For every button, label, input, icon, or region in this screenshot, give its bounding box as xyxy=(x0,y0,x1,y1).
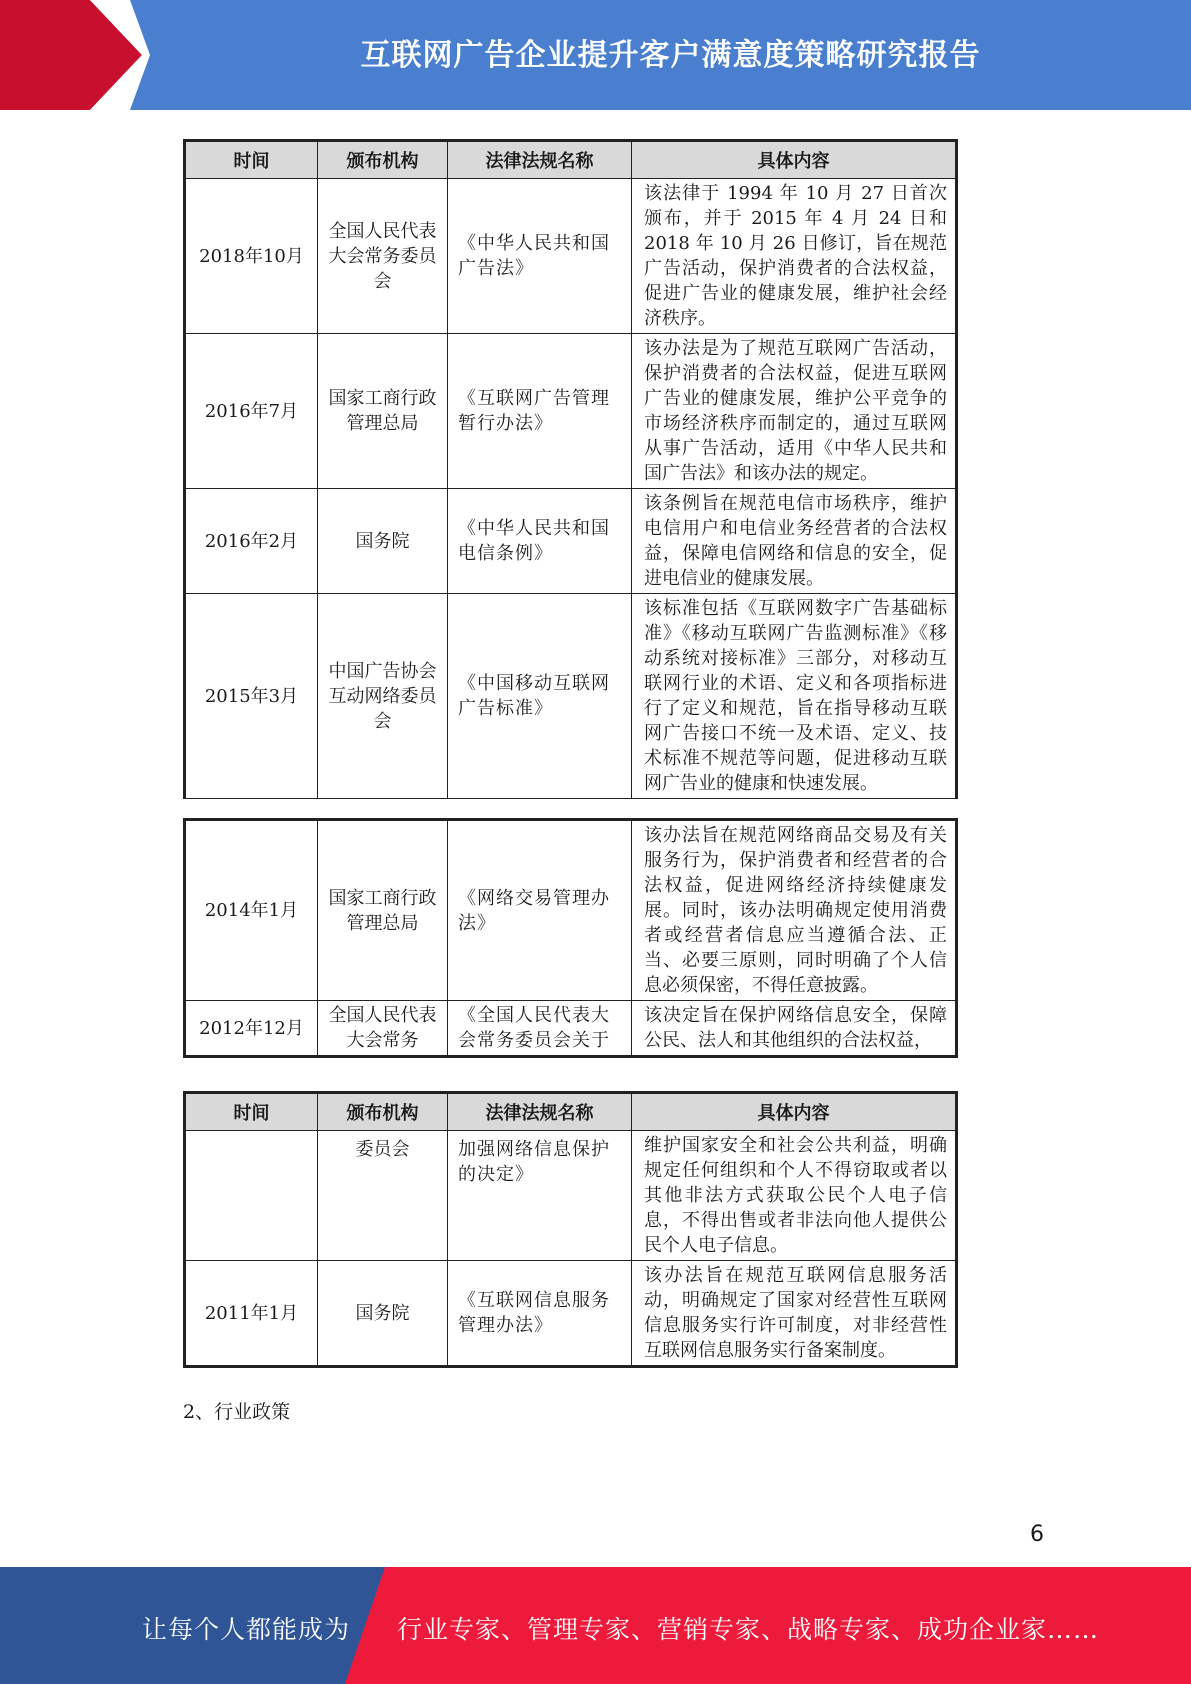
footer-left-slogan: 让每个人都能成为 xyxy=(142,1615,351,1644)
table-row xyxy=(185,334,957,489)
header-law: 法律法规名称 xyxy=(448,1093,632,1131)
row-content: 该法律于 1994 年 10 月 27 日首次颁布，并于 2015 年 4 月 24 日和 2018 年 10 月 26 日修订，旨在规范广告活动，保护消费者的合法权益，促进广告业的健康发展，维护社会经济秩序。 xyxy=(632,179,957,334)
header-content: 具体内容 xyxy=(632,1093,957,1131)
row-law: 《网络交易管理办法》 xyxy=(448,820,632,1001)
row-date: 2016年2月 xyxy=(185,489,318,594)
row-content: 维护国家安全和社会公共利益，明确规定任何组织和个人不得窃取或者以其他非法方式获取公民个人电子信息，不得出售或者非法向他人提供公民个人电子信息。 xyxy=(632,1131,957,1261)
page-number: 6 xyxy=(1030,1522,1044,1547)
row-org: 国务院 xyxy=(318,489,448,594)
row-content: 该办法旨在规范网络商品交易及有关服务行为，保护消费者和经营者的合法权益，促进网络经济持续健康发展。同时，该办法明确规定使用消费者或经营者信息应当遵循合法、正当、必要三原则，同时明确了个人信息必须保密，不得任意披露。 xyxy=(632,820,957,1001)
row-date: 2014年1月 xyxy=(185,820,318,1001)
row-content: 该决定旨在保护网络信息安全，保障公民、法人和其他组织的合法权益， xyxy=(632,1001,957,1057)
table-row xyxy=(185,594,957,799)
table-row xyxy=(185,820,957,1001)
table-header-row xyxy=(185,141,957,179)
row-law: 《互联网信息服务管理办法》 xyxy=(448,1261,632,1367)
red-chevron-decoration xyxy=(0,0,160,110)
regulations-table-2 xyxy=(183,818,958,1058)
table-row xyxy=(185,1001,957,1057)
row-content: 该条例旨在规范电信市场秩序，维护电信用户和电信业务经营者的合法权益，保障电信网络和信息的安全，促进电信业的健康发展。 xyxy=(632,489,957,594)
row-content: 该标准包括《互联网数字广告基础标准》《移动互联网广告监测标准》《移动系统对接标准》三部分，对移动互联网行业的术语、定义和各项指标进行了定义和规范，旨在指导移动互联网广告接口不统一及术语、定义、技术标准不规范等问题，促进移动互联网广告业的健康和快速发展。 xyxy=(632,594,957,799)
row-date: 2011年1月 xyxy=(185,1261,318,1367)
row-law: 《全国人民代表大会常务委员会关于 xyxy=(448,1001,632,1057)
table-row xyxy=(185,179,957,334)
footer-banner xyxy=(0,1567,1191,1684)
row-law: 加强网络信息保护的决定》 xyxy=(448,1131,632,1261)
row-org: 全国人民代表大会常务 xyxy=(318,1001,448,1057)
row-date: 2012年12月 xyxy=(185,1001,318,1057)
row-law: 《互联网广告管理暂行办法》 xyxy=(448,334,632,489)
row-org: 中国广告协会互动网络委员会 xyxy=(318,594,448,799)
regulations-table-1 xyxy=(183,139,958,799)
row-date: 2015年3月 xyxy=(185,594,318,799)
row-law: 《中国移动互联网广告标准》 xyxy=(448,594,632,799)
header-org: 颁布机构 xyxy=(318,1093,448,1131)
table-header-row xyxy=(185,1093,957,1131)
row-org: 委员会 xyxy=(318,1131,448,1261)
row-org: 国家工商行政管理总局 xyxy=(318,820,448,1001)
header-org: 颁布机构 xyxy=(318,141,448,179)
table-row xyxy=(185,489,957,594)
document-title: 互联网广告企业提升客户满意度策略研究报告 xyxy=(360,38,981,73)
header-law: 法律法规名称 xyxy=(448,141,632,179)
row-content: 该办法旨在规范互联网信息服务活动，明确规定了国家对经营性互联网信息服务实行许可制度，对非经营性互联网信息服务实行备案制度。 xyxy=(632,1261,957,1367)
row-org: 全国人民代表大会常务委员会 xyxy=(318,179,448,334)
table-row xyxy=(185,1261,957,1367)
header-content: 具体内容 xyxy=(632,141,957,179)
row-law: 《中华人民共和国广告法》 xyxy=(448,179,632,334)
header-time: 时间 xyxy=(185,1093,318,1131)
footer-right-slogan: 行业专家、管理专家、营销专家、战略专家、成功企业家…… xyxy=(397,1615,1100,1644)
row-date: 2018年10月 xyxy=(185,179,318,334)
row-org: 国家工商行政管理总局 xyxy=(318,334,448,489)
row-content: 该办法是为了规范互联网广告活动，保护消费者的合法权益，促进互联网广告业的健康发展，维护公平竞争的市场经济秩序而制定的，通过互联网从事广告活动，适用《中华人民共和国广告法》和该办法的规定。 xyxy=(632,334,957,489)
regulations-table-3 xyxy=(183,1091,958,1368)
row-law: 《中华人民共和国电信条例》 xyxy=(448,489,632,594)
section-heading: 2、行业政策 xyxy=(183,1401,291,1423)
header-time: 时间 xyxy=(185,141,318,179)
row-date xyxy=(185,1131,318,1261)
header-banner xyxy=(0,0,1191,110)
table-row xyxy=(185,1131,957,1261)
row-org: 国务院 xyxy=(318,1261,448,1367)
row-date: 2016年7月 xyxy=(185,334,318,489)
